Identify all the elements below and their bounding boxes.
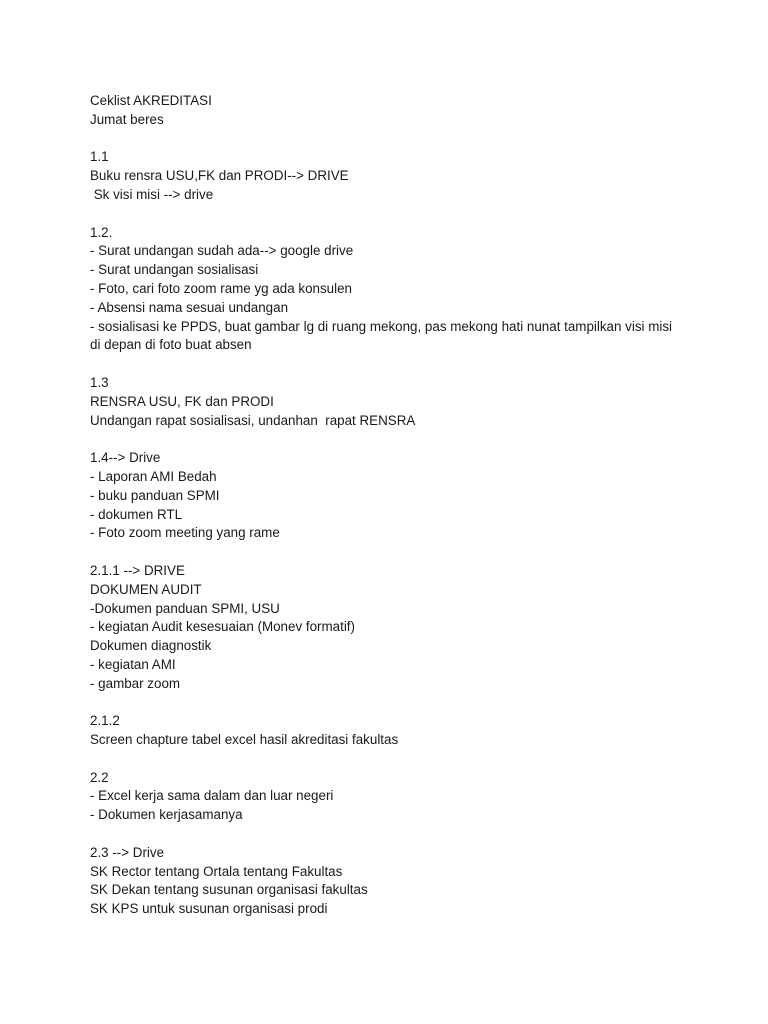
section-line: - Foto, cari foto zoom rame yg ada konsulen: [90, 280, 352, 296]
document-subtitle: Jumat beres: [90, 111, 164, 127]
spacer: [90, 430, 680, 449]
section-line: SK KPS untuk susunan organisasi prodi: [90, 901, 328, 917]
section-line: Sk visi misi --> drive: [90, 186, 214, 202]
section-line: - Surat undangan sosialisasi: [90, 262, 259, 278]
section-line: Buku rensra USU,FK dan PRODI--> DRIVE: [90, 168, 349, 184]
section-line: SK Dekan tentang susunan organisasi fakultas: [90, 882, 368, 898]
spacer: [90, 355, 680, 374]
section-line: - Absensi nama sesuai undangan: [90, 299, 289, 315]
section-line: - Laporan AMI Bedah: [90, 468, 217, 484]
section-line: - Dokumen kerjasamanya: [90, 807, 243, 823]
spacer: [90, 205, 680, 224]
section-line: -Dokumen panduan SPMI, USU: [90, 600, 280, 616]
section-line: - buku panduan SPMI: [90, 487, 220, 503]
section-heading: 1.2.: [90, 224, 113, 240]
section-line: - gambar zoom: [90, 675, 181, 691]
spacer: [90, 825, 680, 844]
section-heading: 1.1: [90, 149, 109, 165]
spacer: [90, 694, 680, 713]
section-line: RENSRA USU, FK dan PRODI: [90, 393, 274, 409]
section-line: - sosialisasi ke PPDS, buat gambar lg di ruang mekong, pas mekong hati nunat tampilkan visi misi di depan di foto buat absen: [90, 318, 676, 353]
section-line: - dokumen RTL: [90, 506, 183, 522]
section-heading: 2.3 --> Drive: [90, 844, 165, 860]
section-heading: 1.4--> Drive: [90, 450, 161, 466]
section-line: - kegiatan AMI: [90, 656, 176, 672]
spacer: [90, 543, 680, 562]
spacer: [90, 130, 680, 149]
document-body: [90, 92, 680, 919]
section-line: SK Rector tentang Ortala tentang Fakultas: [90, 863, 343, 879]
section-line: Undangan rapat sosialisasi, undanhan rapat RENSRA: [90, 412, 416, 428]
section-line: Dokumen diagnostik: [90, 638, 212, 654]
section-heading: 2.1.2: [90, 713, 120, 729]
section-heading: 1.3: [90, 374, 109, 390]
section-heading: 2.1.1 --> DRIVE: [90, 562, 185, 578]
section-heading: 2.2: [90, 769, 109, 785]
spacer: [90, 750, 680, 769]
section-line: DOKUMEN AUDIT: [90, 581, 202, 597]
section-line: - kegiatan Audit kesesuaian (Monev formatif): [90, 619, 355, 635]
document-title: Ceklist AKREDITASI: [90, 93, 212, 108]
section-line: - Surat undangan sudah ada--> google drive: [90, 243, 354, 259]
section-line: Screen chapture tabel excel hasil akreditasi fakultas: [90, 732, 399, 748]
section-line: - Foto zoom meeting yang rame: [90, 525, 280, 541]
section-line: - Excel kerja sama dalam dan luar negeri: [90, 788, 334, 804]
